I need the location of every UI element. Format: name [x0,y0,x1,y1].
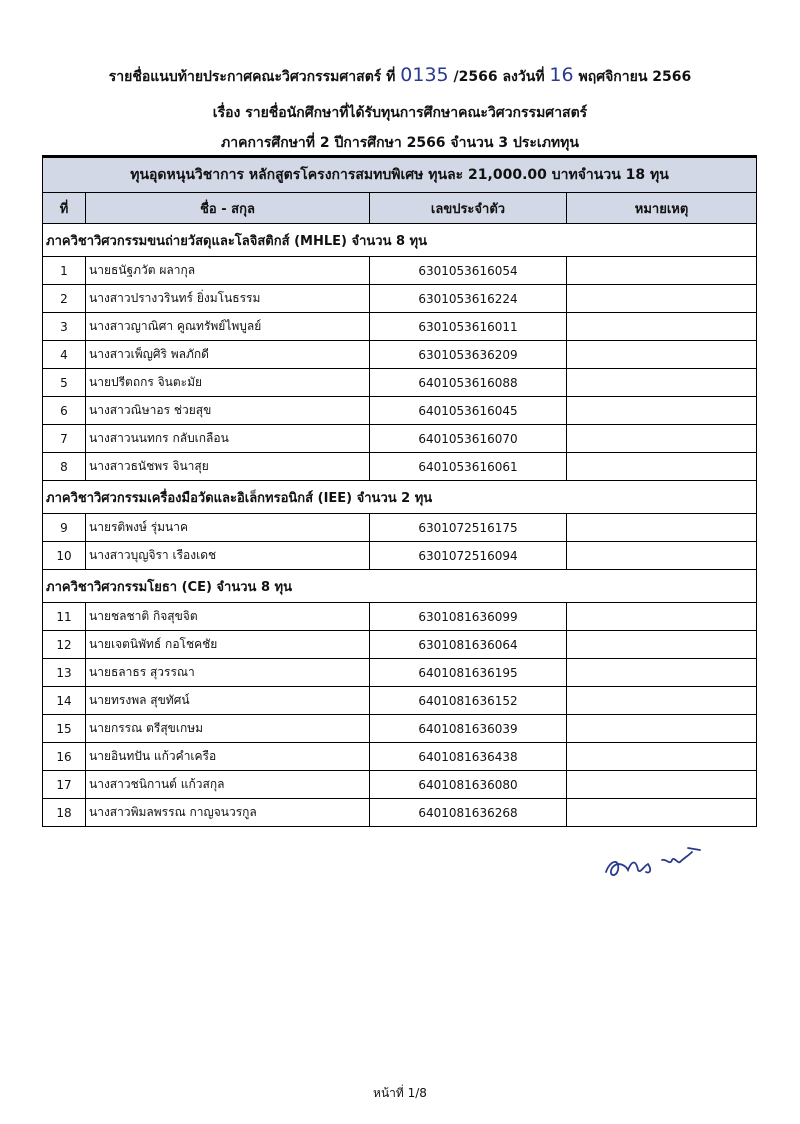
table-row [43,257,757,285]
row-number: 16 [43,743,86,771]
section-row [43,481,757,514]
student-name: นางสาวธนัชพร จินาสุย [86,453,370,481]
section-row [43,224,757,257]
remark-cell [567,542,757,570]
student-id: 6301081636064 [370,631,567,659]
col-header-note: หมายเหตุ [567,193,757,224]
row-number: 10 [43,542,86,570]
row-number: 2 [43,285,86,313]
remark-cell [567,514,757,542]
announcement-day: 16 [549,64,574,86]
student-name: นางสาวณิษาอร ช่วยสุข [86,397,370,425]
student-name: นายทรงพล สุขทัศน์ [86,687,370,715]
table-row [43,743,757,771]
table-row [43,542,757,570]
scholarship-banner: ทุนอุดหนุนวิชาการ หลักสูตรโครงการสมทบพิเศษ ทุนละ 21,000.00 บาทจำนวน 18 ทุน [43,157,757,193]
section-title: ภาควิชาวิศวกรรมโยธา (CE) จำนวน 8 ทุน [43,570,757,603]
student-id: 6401053616045 [370,397,567,425]
student-name: นางสาวบุญจิรา เรืองเดช [86,542,370,570]
student-id: 6401053616088 [370,369,567,397]
remark-cell [567,369,757,397]
row-number: 3 [43,313,86,341]
row-number: 18 [43,799,86,827]
row-number: 4 [43,341,86,369]
column-header-row [43,193,757,224]
remark-cell [567,313,757,341]
student-name: นายชลชาติ กิจสุขจิต [86,603,370,631]
student-name: นายเจตนิพัทธ์ กอโชคชัย [86,631,370,659]
title-suffix: พฤศจิกายน 2566 [578,69,692,85]
remark-cell [567,771,757,799]
announcement-number: 0135 [400,64,449,86]
student-id: 6301053616224 [370,285,567,313]
table-row [43,799,757,827]
table-row [43,659,757,687]
remark-cell [567,397,757,425]
student-id: 6301053636209 [370,341,567,369]
col-header-id: เลขประจำตัว [370,193,567,224]
student-name: นางสาวพิมลพรรณ กาญจนวรกูล [86,799,370,827]
remark-cell [567,425,757,453]
remark-cell [567,631,757,659]
remark-cell [567,743,757,771]
row-number: 7 [43,425,86,453]
remark-cell [567,687,757,715]
page-number: หน้าที่ 1/8 [373,1086,427,1100]
student-name: นางสาวนนทกร กลับเกลือน [86,425,370,453]
row-number: 8 [43,453,86,481]
table-row [43,771,757,799]
student-id: 6401053616061 [370,453,567,481]
remark-cell [567,799,757,827]
student-id: 6301072516094 [370,542,567,570]
student-id: 6301081636099 [370,603,567,631]
student-id: 6401053616070 [370,425,567,453]
student-name: นายรติพงษ์ รุ่มนาค [86,514,370,542]
row-number: 15 [43,715,86,743]
table-row [43,514,757,542]
row-number: 12 [43,631,86,659]
handwritten-signature [600,830,720,890]
row-number: 17 [43,771,86,799]
row-number: 11 [43,603,86,631]
table-row [43,631,757,659]
student-name: นางสาวเพ็ญศิริ พลภักดี [86,341,370,369]
doc-title-line1 [0,64,800,88]
remark-cell [567,257,757,285]
row-number: 9 [43,514,86,542]
row-number: 6 [43,397,86,425]
table-row [43,369,757,397]
table-row [43,715,757,743]
table-row [43,603,757,631]
col-header-name: ชื่อ - สกุล [86,193,370,224]
student-id: 6401081636438 [370,743,567,771]
table-row [43,687,757,715]
title-prefix: รายชื่อแนบท้ายประกาศคณะวิศวกรรมศาสตร์ ที่ [108,69,396,85]
student-name: นายธลาธร สุวรรณา [86,659,370,687]
table-row [43,397,757,425]
remark-cell [567,453,757,481]
row-number: 1 [43,257,86,285]
student-id: 6401081636080 [370,771,567,799]
student-name: นายปรีตถกร จินตะมัย [86,369,370,397]
remark-cell [567,341,757,369]
student-id: 6401081636039 [370,715,567,743]
student-id: 6401081636195 [370,659,567,687]
student-id: 6301053616054 [370,257,567,285]
doc-subject: เรื่อง รายชื่อนักศึกษาที่ได้รับทุนการศึกษาคณะวิศวกรรมศาสตร์ [212,105,588,121]
student-name: นางสาวชนิกานต์ แก้วสกุล [86,771,370,799]
section-title: ภาควิชาวิศวกรรมขนถ่ายวัสดุและโลจิสติกส์ (MHLE) จำนวน 8 ทุน [43,224,757,257]
table-row [43,285,757,313]
row-number: 5 [43,369,86,397]
student-id: 6401081636152 [370,687,567,715]
student-id: 6301053616011 [370,313,567,341]
student-id: 6401081636268 [370,799,567,827]
student-name: นายธนัฐภวัต ผลากุล [86,257,370,285]
table-row [43,341,757,369]
remark-cell [567,285,757,313]
scholarship-table [42,155,757,827]
col-header-no: ที่ [43,193,86,224]
section-title: ภาควิชาวิศวกรรมเครื่องมือวัดและอิเล็กทรอนิกส์ (IEE) จำนวน 2 ทุน [43,481,757,514]
remark-cell [567,715,757,743]
section-row [43,570,757,603]
title-middle: /2566 ลงวันที่ [453,69,545,85]
doc-semester: ภาคการศึกษาที่ 2 ปีการศึกษา 2566 จำนวน 3 ประเภททุน [221,135,579,151]
remark-cell [567,603,757,631]
table-banner-row [43,157,757,193]
row-number: 14 [43,687,86,715]
table-row [43,313,757,341]
student-name: นายกรรณ ตรีสุขเกษม [86,715,370,743]
table-row [43,425,757,453]
student-name: นางสาวปรางวรินทร์ ยิ่งมโนธรรม [86,285,370,313]
table-row [43,453,757,481]
student-name: นางสาวญาณิศา คูณทรัพย์ไพบูลย์ [86,313,370,341]
student-id: 6301072516175 [370,514,567,542]
student-name: นายอินทปัน แก้วคำเครือ [86,743,370,771]
row-number: 13 [43,659,86,687]
remark-cell [567,659,757,687]
